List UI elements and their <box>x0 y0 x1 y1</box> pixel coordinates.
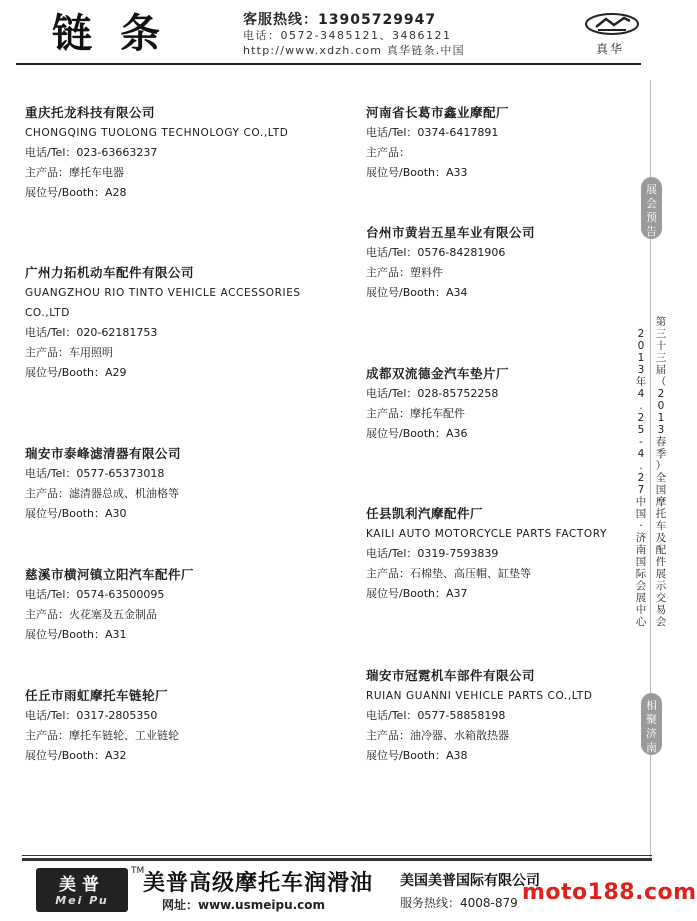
vertical-char: 展 <box>635 592 647 604</box>
vertical-char: - <box>639 436 643 448</box>
company-product: 主产品：车用照明 <box>25 346 113 359</box>
vertical-char: 三 <box>655 328 667 340</box>
vertical-char: 展 <box>655 568 667 580</box>
vertical-char: 年 <box>635 376 647 388</box>
company-tel: 电话/Tel：020-62181753 <box>25 326 158 339</box>
vertical-char: 国 <box>655 484 667 496</box>
vertical-char: 南 <box>635 544 647 556</box>
vertical-char: 2 <box>637 472 645 484</box>
company-tel: 电话/Tel：028-85752258 <box>366 387 499 400</box>
vertical-char: 车 <box>655 520 667 532</box>
vertical-char: 件 <box>655 556 667 568</box>
company-booth: 展位号/Booth：A34 <box>366 286 468 299</box>
page-header <box>0 0 674 66</box>
vertical-char: 交 <box>655 592 667 604</box>
tab-char: 预 <box>646 211 657 224</box>
company-product: 主产品：滤清器总成、机油格等 <box>25 487 179 500</box>
company-product: 主产品：火花塞及五金制品 <box>25 608 157 621</box>
vertical-char: 济 <box>635 532 647 544</box>
company-tel: 电话/Tel：0374-6417891 <box>366 126 499 139</box>
expo-date-vertical <box>634 328 648 628</box>
company-product: 主产品：石棉垫、高压帽、缸垫等 <box>366 567 531 580</box>
company-name: 慈溪市横河镇立阳汽车配件厂 <box>25 567 195 582</box>
company-booth: 展位号/Booth：A36 <box>366 427 468 440</box>
exhibitor-entry <box>25 565 194 645</box>
logo-pinyin: Mei Pu <box>55 894 109 907</box>
vertical-char: . <box>639 400 643 412</box>
vertical-char: 届 <box>655 364 667 376</box>
exhibitor-entry <box>25 263 301 383</box>
company-name: 任县凯利汽摩配件厂 <box>366 506 484 521</box>
vertical-char: 易 <box>655 604 667 616</box>
vertical-char: 第 <box>655 316 667 328</box>
header-title: 链条 <box>52 10 188 57</box>
tab-exhibition-preview <box>641 177 662 239</box>
site-watermark: moto188.com <box>522 880 697 905</box>
exhibitor-entry <box>366 223 535 303</box>
header-divider <box>16 63 641 65</box>
vertical-char: 中 <box>635 604 647 616</box>
vertical-char: 全 <box>655 472 667 484</box>
company-name: 重庆托龙科技有限公司 <box>25 105 156 120</box>
company-product: 主产品：摩托车链轮、工业链轮 <box>25 729 179 742</box>
header-url: http://www.xdzh.com 真华链条.中国 <box>243 44 465 57</box>
company-product: 主产品：油冷器、水箱散热器 <box>366 729 509 742</box>
vertical-char: 4 <box>637 388 645 400</box>
company-english: RUIAN GUANNI VEHICLE PARTS CO.,LTD <box>366 690 593 702</box>
company-tel: 电话/Tel：0577-65373018 <box>25 467 165 480</box>
vertical-char: 际 <box>635 568 647 580</box>
vertical-char: 2 <box>637 328 645 340</box>
company-tel: 电话/Tel：0576-84281906 <box>366 246 506 259</box>
brand-logo-icon <box>584 12 640 36</box>
company-booth: 展位号/Booth：A28 <box>25 186 127 199</box>
company-english: GUANGZHOU RIO TINTO VEHICLE ACCESSORIES <box>25 287 301 299</box>
vertical-char: 3 <box>637 364 645 376</box>
vertical-char: 国 <box>635 556 647 568</box>
vertical-char: . <box>639 460 643 472</box>
company-name: 广州力拓机动车配件有限公司 <box>25 265 195 280</box>
tab-char: 济 <box>646 727 657 740</box>
company-tel: 电话/Tel：023-63663237 <box>25 146 158 159</box>
vertical-char: 2 <box>657 388 665 400</box>
vertical-char: 0 <box>637 340 645 352</box>
company-tel: 电话/Tel：0317-2805350 <box>25 709 158 722</box>
company-booth: 展位号/Booth：A32 <box>25 749 127 762</box>
tab-meet-jinan <box>641 693 662 755</box>
company-name: 瑞安市冠霓机车部件有限公司 <box>366 668 536 683</box>
meipu-logo <box>36 868 128 912</box>
expo-title-vertical <box>654 316 668 628</box>
vertical-char: ） <box>655 460 667 472</box>
header-phone: 电话：0572-3485121、3486121 <box>243 29 452 42</box>
logo-cn: 美普 <box>59 875 105 895</box>
company-booth: 展位号/Booth：A33 <box>366 166 468 179</box>
company-name: 瑞安市泰峰滤清器有限公司 <box>25 446 182 461</box>
company-booth: 展位号/Booth：A37 <box>366 587 468 600</box>
vertical-char: 会 <box>655 616 667 628</box>
ad-service-line: 服务热线：4008-879 <box>400 896 518 910</box>
footer-divider-thick <box>22 858 652 861</box>
vertical-char: 会 <box>635 580 647 592</box>
vertical-char: 2 <box>637 412 645 424</box>
tab-char: 聚 <box>646 713 657 726</box>
vertical-char: 摩 <box>655 496 667 508</box>
vertical-char: 心 <box>635 616 647 628</box>
company-booth: 展位号/Booth：A30 <box>25 507 127 520</box>
company-product: 主产品： <box>366 146 410 159</box>
company-tel: 电话/Tel：0319-7593839 <box>366 547 499 560</box>
vertical-char: 4 <box>637 448 645 460</box>
company-tel: 电话/Tel：0574-63500095 <box>25 588 165 601</box>
vertical-char: 十 <box>655 340 667 352</box>
ad-company: 美国美普国际有限公司 <box>400 873 540 889</box>
company-english-cont: CO.,LTD <box>25 307 70 319</box>
vertical-char: 春 <box>655 436 667 448</box>
vertical-char: 三 <box>655 352 667 364</box>
tab-char: 会 <box>646 197 657 210</box>
exhibitor-entry <box>25 103 288 203</box>
vertical-char: （ <box>655 376 667 388</box>
vertical-char: 7 <box>637 484 645 496</box>
tab-char: 相 <box>646 699 657 712</box>
company-booth: 展位号/Booth：A38 <box>366 749 468 762</box>
exhibitor-entry <box>25 686 179 766</box>
company-name: 台州市黄岩五星车业有限公司 <box>366 225 536 240</box>
company-product: 主产品：塑料件 <box>366 266 443 279</box>
exhibitor-entry <box>25 444 181 524</box>
vertical-char: 托 <box>655 508 667 520</box>
vertical-char: 季 <box>655 448 667 460</box>
trademark-mark: TM <box>131 866 145 876</box>
vertical-char: · <box>639 520 643 532</box>
company-tel: 电话/Tel：0577-58858198 <box>366 709 506 722</box>
company-name: 成都双流德金汽车垫片厂 <box>366 366 510 381</box>
vertical-char: 0 <box>657 400 665 412</box>
exhibitor-entry <box>366 103 509 183</box>
company-booth: 展位号/Booth：A31 <box>25 628 127 641</box>
footer-divider <box>22 855 652 856</box>
tab-char: 展 <box>646 183 657 196</box>
company-booth: 展位号/Booth：A29 <box>25 366 127 379</box>
vertical-char: 国 <box>635 508 647 520</box>
header-hotline: 客服热线：13905729947 <box>243 12 437 28</box>
company-english: CHONGQING TUOLONG TECHNOLOGY CO.,LTD <box>25 127 289 139</box>
exhibitor-entry <box>366 364 509 444</box>
ad-website: 网址：www.usmeipu.com <box>162 898 326 912</box>
header-brand: 真华 <box>596 42 625 56</box>
vertical-char: 5 <box>637 424 645 436</box>
exhibitor-entry <box>366 504 607 604</box>
company-product: 主产品：摩托车电器 <box>25 166 124 179</box>
vertical-char: 及 <box>655 532 667 544</box>
company-name: 任丘市雨虹摩托车链轮厂 <box>25 688 169 703</box>
vertical-char: 示 <box>655 580 667 592</box>
ad-slogan: 美普高级摩托车润滑油 <box>143 870 374 896</box>
vertical-char: 配 <box>655 544 667 556</box>
tab-char: 告 <box>646 225 657 238</box>
vertical-char: 1 <box>637 352 645 364</box>
vertical-char: 中 <box>635 496 647 508</box>
vertical-char: 3 <box>657 424 665 436</box>
company-english: KAILI AUTO MOTORCYCLE PARTS FACTORY <box>366 528 607 540</box>
vertical-char: 1 <box>657 412 665 424</box>
company-product: 主产品：摩托车配件 <box>366 407 465 420</box>
company-name: 河南省长葛市鑫业摩配厂 <box>366 105 510 120</box>
exhibitor-entry <box>366 666 593 766</box>
tab-char: 南 <box>646 741 657 754</box>
